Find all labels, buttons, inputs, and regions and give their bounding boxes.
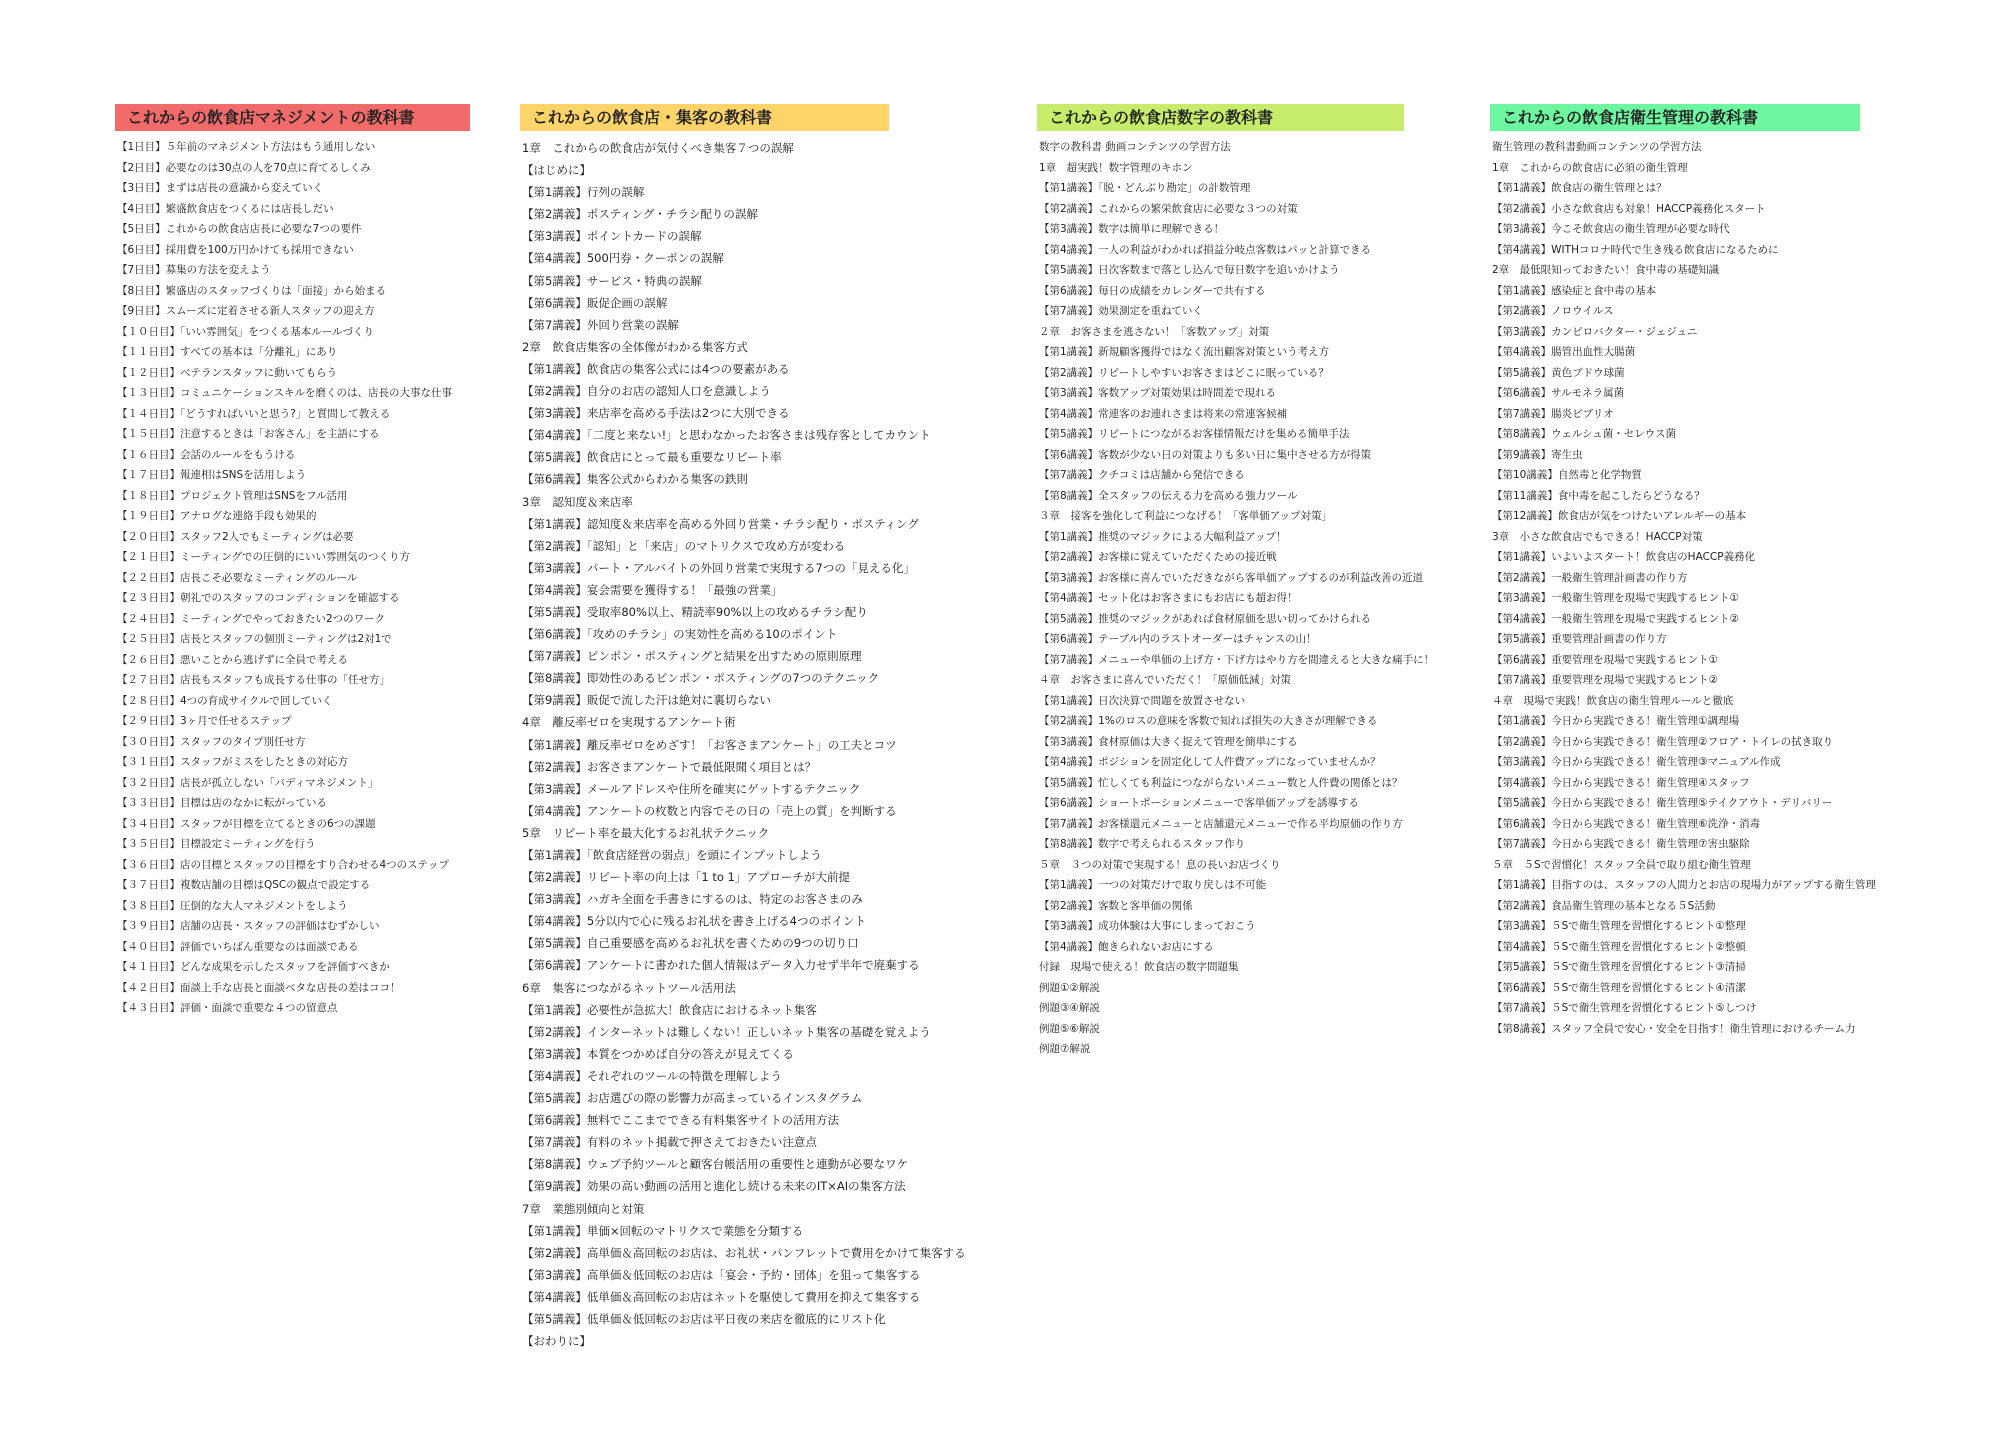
list-item: 【第5講義】忙しくても利益につながらないメニュー数と人件費の関係とは？ (1039, 776, 1403, 789)
list-item: 【４２日目】面談上手な店長と面談ベタな店長の差はココ！ (117, 981, 401, 994)
list-item: 【7日目】募集の方法を変えよう (117, 264, 271, 276)
list-item: 【第3講義】ポイントカードの誤解 (522, 229, 702, 244)
list-item: 【第1講義】認知度＆来店率を高める外回り営業・チラシ配り・ポスティング (522, 516, 919, 531)
list-item: 【第5講義】飲食店にとって最も重要なリピート率 (522, 450, 782, 465)
list-item: 【第7講義】重要管理を現場で実践するヒント② (1492, 674, 1719, 686)
list-item: 1章 超実践！数字管理のキホン (1039, 161, 1193, 174)
list-item: 【第8講義】即効性のあるピンポン・ポスティングの7つのテクニック (522, 671, 880, 686)
list-item: 1章 これからの飲食店が気付くべき集客７つの誤解 (522, 141, 794, 155)
item-list (1490, 137, 1910, 1039)
list-item: 【１３日目】コミュニケーションスキルを磨くのは、店長の大事な仕事 (117, 387, 452, 399)
list-item: 【３８日目】圧倒的な大人マネジメントをしよう (117, 899, 348, 912)
list-item: 【第2講義】今日から実践できる！衛生管理②フロア・トイレの拭き取り (1492, 735, 1834, 748)
list-item: 【３９日目】店舗の店長・スタッフの評価はむずかしい (117, 920, 380, 932)
list-item: 【３４日目】スタッフが目標を立てるときの6つの課題 (117, 817, 376, 830)
list-item: 【第7講義】ピンポン・ポスティングと結果を出すための原則原理 (522, 649, 862, 664)
list-item: 【第9講義】寄生虫 (1492, 448, 1583, 461)
list-item: 【第2講義】お客さまアンケートで最低限聞く項目とは？ (522, 759, 817, 774)
list-item: 【6日目】採用費を100万円かけても採用できない (117, 243, 354, 256)
list-item: 【第3講義】数字は簡単に理解できる！ (1039, 223, 1225, 235)
column-title: これからの飲食店数字の教科書 (1037, 104, 1404, 131)
list-item: 【３６日目】店の目標とスタッフの目標をすり合わせる4つのステップ (117, 858, 449, 871)
column-numbers (1037, 104, 1452, 1060)
list-item: 【第1講義】飲食店の衛生管理とは？ (1492, 182, 1667, 194)
list-item: 【第4講義】5分以内で心に残るお礼状を書き上げる4つのポイント (522, 914, 866, 929)
column-marketing (520, 104, 1000, 1352)
list-item: 【第3講義】パート・アルバイトの外回り営業で実現する7つの「見える化」 (522, 560, 915, 575)
list-item: 例題⑦解説 (1039, 1043, 1091, 1055)
list-item: 【２２日目】店長こそ必要なミーティングのルール (117, 571, 358, 584)
list-item: 【第1講義】「飲食店経営の弱点」を頭にインプットしよう (522, 848, 822, 862)
list-item: 【第5講義】サービス・特典の誤解 (522, 273, 702, 288)
list-item: 【第7講義】外回り営業の誤解 (522, 317, 679, 332)
list-item: 【第6講義】アンケートに書かれた個人情報はデータ入力せず半年で廃棄する (522, 958, 920, 973)
item-list (1037, 137, 1452, 1060)
list-item: 【第2講義】これからの繁栄飲食店に必要な３つの対策 (1039, 202, 1298, 215)
list-item: ４章 現場で実践！飲食店の衛生管理ルールと徹底 (1492, 694, 1734, 707)
list-item: ５章 ３つの対策で実現する！息の長いお店づくり (1039, 858, 1281, 871)
list-item: 【１５日目】注意するときは「お客さん」を主語にする (117, 428, 380, 440)
list-item: 【２４日目】ミーティングでやっておきたい2つのワーク (117, 612, 386, 625)
list-item: 【第6講義】重要管理を現場で実践するヒント① (1492, 653, 1719, 666)
list-item: 【第6講義】販促企画の誤解 (522, 295, 668, 310)
list-item: 【第2講義】1%のロスの意味を客数で知れば損失の大きさが理解できる (1039, 715, 1378, 727)
list-item: 【第8講義】全スタッフの伝える力を高める強力ツール (1039, 489, 1298, 502)
list-item: 【第7講義】メニューや単価の上げ方・下げ方はやり方を間違えると大きな痛手に！ (1039, 653, 1435, 666)
list-item: 【第7講義】腸炎ビブリオ (1492, 407, 1614, 420)
list-item: 【４０日目】評価でいちばん重要なのは面談である (117, 940, 359, 953)
list-item: 【第4講義】ポジションを固定化して人件費アップになっていませんか？ (1039, 756, 1381, 768)
list-item: 【第10講義】自然毒と化学物質 (1492, 469, 1642, 481)
list-item: 【第6講義】毎日の成績をカレンダーで共有する (1039, 284, 1266, 297)
list-item: 【１２日目】ベテランスタッフに動いてもらう (117, 366, 338, 379)
list-item: 5章 リピート率を最大化するお礼状テクニック (522, 825, 770, 840)
list-item: 【第2講義】「認知」と「来店」のマトリクスで攻め方が変わる (522, 538, 846, 553)
list-item: 【３３日目】目標は店のなかに転がっている (117, 797, 327, 809)
list-item: 【第4講義】WITHコロナ時代で生き残る飲食店になるために (1492, 243, 1779, 256)
list-item: 【１４日目】「どうすればいいと思う?」と質問して教える (117, 407, 391, 420)
list-item: 3章 認知度＆来店率 (522, 494, 633, 509)
list-item: 2章 飲食店集客の全体像がわかる集客方式 (522, 339, 748, 354)
list-item: 4章 離反率ゼロを実現するアンケート術 (522, 715, 736, 730)
list-item: 【第6講義】サルモネラ属菌 (1492, 387, 1625, 399)
list-item: 【3日目】まずは店長の意識から変えていく (117, 182, 324, 194)
list-item: 【第1講義】新規顧客獲得ではなく流出顧客対策という考え方 (1039, 346, 1330, 358)
column-hygiene (1490, 104, 1910, 1039)
list-item: 【第5講義】今日から実践できる！衛生管理⑤テイクアウト・デリバリー (1492, 797, 1833, 809)
list-item: 【２６日目】悪いことから逃げずに全員で考える (117, 653, 348, 666)
list-item: 【第1講義】行列の誤解 (522, 185, 645, 200)
item-list (520, 137, 1000, 1352)
item-list (115, 137, 470, 1019)
list-item: 3章 小さな飲食店でもできる！HACCP対策 (1492, 530, 1703, 543)
list-item: 【第6講義】集客公式からわかる集客の鉄則 (522, 472, 748, 487)
list-item: 【４１日目】どんな成果を示したスタッフを評価すべきか (117, 961, 390, 973)
list-item: ３章 接客を強化して利益につなげる！「客単価アップ対策」 (1039, 510, 1333, 522)
list-item: 【第4講義】５Sで衛生管理を習慣化するヒント②整頓 (1492, 940, 1746, 953)
list-item: 【第12講義】飲食店が気をつけたいアレルギーの基本 (1492, 510, 1747, 522)
list-item: 数字の教科書 動画コンテンツの学習方法 (1039, 141, 1231, 153)
list-item: 【第6講義】今日から実践できる！衛生管理⑥洗浄・消毒 (1492, 817, 1761, 830)
list-item: 【第5講義】重要管理計画書の作り方 (1492, 633, 1667, 645)
list-item: 【第5講義】日次客数まで落とし込んで毎日数字を追いかけよう (1039, 264, 1340, 276)
list-item: 【第3講義】本質をつかめば自分の答えが見えてくる (522, 1046, 794, 1061)
list-item: 【２０日目】スタッフ2人でもミーティングは必要 (117, 530, 354, 543)
list-item: 【第6講義】ショートポーションメニューで客単価アップを誘導する (1039, 797, 1359, 809)
list-item: 【第1講義】「脱・どんぶり勘定」の計数管理 (1039, 182, 1251, 194)
list-item: 衛生管理の教科書動画コンテンツの学習方法 (1492, 141, 1702, 153)
list-item: 【第2講義】ポスティング・チラシ配りの誤解 (522, 207, 758, 222)
list-item: 【１９日目】アナログな連絡手段も効果的 (117, 510, 317, 522)
list-item: 【第5講義】５Sで衛生管理を習慣化するヒント③清掃 (1492, 961, 1746, 973)
list-item: 【はじめに】 (522, 163, 591, 178)
list-item: 【第4講義】それぞれのツールの特徴を理解しよう (522, 1068, 782, 1083)
list-item: 【第8講義】ウェブ予約ツールと顧客台帳活用の重要性と連動が必要なワケ (522, 1157, 909, 1172)
list-item: 【第1講義】今日から実践できる！衛生管理①調理場 (1492, 715, 1740, 727)
list-item: 【第1講義】一つの対策だけで取り戻しは不可能 (1039, 879, 1267, 891)
list-item: 【9日目】スムーズに定着させる新人スタッフの迎え方 (117, 305, 375, 317)
list-item: 例題①②解説 (1039, 981, 1100, 994)
list-item: 【第4講義】500円券・クーポンの誤解 (522, 251, 724, 266)
list-item: 【第7講義】５Sで衛生管理を習慣化するヒント⑤しつけ (1492, 1002, 1757, 1014)
list-item: 【第7講義】効果測定を重ねていく (1039, 305, 1203, 317)
list-item: 【２９日目】3ヶ月で任せるステップ (117, 715, 292, 727)
list-item: 【第5講義】リピートにつながるお客様情報だけを集める簡単手法 (1039, 428, 1350, 440)
list-item: 【第2講義】一般衛生管理計画書の作り方 (1492, 571, 1688, 584)
list-item: 【第6講義】客数が少ない日の対策よりも多い日に集中させる方が得策 (1039, 448, 1372, 461)
list-item: 【第5講義】受取率80%以上、精読率90%以上の攻めるチラシ配り (522, 604, 868, 619)
list-item: 【３２日目】店長が孤立しない「バディマネジメント」 (117, 776, 379, 789)
list-item: 【第3講義】来店率を高める手法は2つに大別できる (522, 406, 790, 421)
column-title: これからの飲食店衛生管理の教科書 (1490, 104, 1860, 131)
list-item: 【第1講義】単価×回転のマトリクスで業態を分類する (522, 1223, 804, 1238)
list-item: 【第8講義】スタッフ全員で安心・安全を目指す！衛生管理におけるチーム力 (1492, 1022, 1856, 1035)
list-item: 【２５日目】店長とスタッフの個別ミーティングは2対1で (117, 633, 392, 645)
list-item: 【３７日目】複数店舗の目標はQSCの観点で設定する (117, 879, 371, 891)
list-item: 【第3講義】食材原価は大きく捉えて管理を簡単にする (1039, 735, 1298, 748)
list-item: 【第7講義】クチコミは店舗から発信できる (1039, 469, 1245, 481)
list-item: 【5日目】これからの飲食店店長に必要な7つの要件 (117, 223, 362, 235)
list-item: 【第6講義】テーブル内のラストオーダーはチャンスの山！ (1039, 633, 1317, 645)
list-item: 【第4講義】今日から実践できる！衛生管理④スタッフ (1492, 776, 1750, 789)
list-item: 【第4講義】飽きられないお店にする (1039, 940, 1214, 953)
list-item: 2章 最低限知っておきたい！食中毒の基礎知識 (1492, 264, 1720, 276)
list-item: 【第4講義】セット化はお客さまにもお店にも超お得！ (1039, 592, 1298, 604)
list-item: 【第4講義】「二度と来ない!」と思わなかったお客さまは残存客としてカウント (522, 428, 931, 443)
list-item: 【３０日目】スタッフのタイプ別任せ方 (117, 735, 306, 748)
list-item: 【第3講義】高単価＆低回転のお店は「宴会・予約・団体」を狙って集客する (522, 1267, 921, 1282)
list-item: 【第3講義】ハガキ全面を手書きにするのは、特定のお客さまのみ (522, 892, 863, 907)
list-item: 【第3講義】今こそ飲食店の衛生管理が必要な時代 (1492, 223, 1730, 235)
list-item: 【２７日目】店長もスタッフも成長する仕事の「任せ方」 (117, 674, 390, 686)
list-item: 【第2講義】食品衛生管理の基本となる５S活動 (1492, 899, 1716, 912)
list-item: 付録 現場で使える！飲食店の数字問題集 (1039, 961, 1239, 973)
list-item: ５章 ５Sで習慣化！スタッフ全員で取り組む衛生管理 (1492, 858, 1751, 871)
list-item: 【2日目】必要なのは30点の人を70点に育てるしくみ (117, 161, 371, 174)
list-item: 【第5講義】黄色ブドウ球菌 (1492, 366, 1625, 379)
list-item: 【第11講義】食中毒を起こしたらどうなる？ (1492, 489, 1705, 502)
list-item: 【第2講義】客数と客単価の関係 (1039, 899, 1193, 912)
list-item: 【第5講義】低単価＆低回転のお店は平日夜の来店を徹底的にリスト化 (522, 1311, 886, 1326)
list-item: 【第3講義】今日から実践できる！衛生管理③マニュアル作成 (1492, 756, 1781, 768)
list-item: 【４３日目】評価・面談で重要な４つの留意点 (117, 1002, 338, 1014)
list-item: 【4日目】繁盛飲食店をつくるには店長しだい (117, 202, 334, 215)
list-item: 【第4講義】一人の利益がわかれば損益分岐点客数はパッと計算できる (1039, 243, 1372, 256)
list-item: 【第1講義】日次決算で問題を放置させない (1039, 694, 1246, 707)
list-item: 【１１日目】すべての基本は「分離礼」にあり (117, 346, 338, 358)
list-item: ４章 お客さまに喜んでいただく！「原価低減」対策 (1039, 674, 1291, 686)
list-item: 【第3講義】５Sで衛生管理を習慣化するヒント①整理 (1492, 920, 1746, 932)
list-item: 【第2講義】小さな飲食店も対象！HACCP義務化スタート (1492, 202, 1766, 215)
list-item: 【8日目】繁盛店のスタッフづくりは「面接」から始まる (117, 284, 387, 297)
list-item: 【第2講義】高単価＆高回転のお店は、お礼状・パンフレットで費用をかけて集客する (522, 1245, 966, 1260)
list-item: 【第2講義】お客様に覚えていただくための接近戦 (1039, 551, 1277, 563)
list-item: 【第7講義】お客様還元メニューと店舗還元メニューで作る平均原価の作り方 (1039, 817, 1403, 830)
list-item: 【第1講義】飲食店の集客公式には4つの要素がある (522, 361, 790, 376)
list-item: 【３１日目】スタッフがミスをしたときの対応方 (117, 756, 348, 768)
list-item: 【２１日目】ミーティングでの圧倒的にいい雰囲気のつくり方 (117, 551, 410, 563)
list-item: 【第8講義】数字で考えられるスタッフ作り (1039, 838, 1246, 850)
list-item: 【第1講義】推奨のマジックによる大幅利益アップ！ (1039, 530, 1287, 543)
list-item: 【第5講義】自己重要感を高めるお礼状を書くための9つの切り口 (522, 936, 859, 951)
list-item: 【第7講義】有料のネット掲載で押さえておきたい注意点 (522, 1135, 817, 1150)
list-item: 【２３日目】朝礼でのスタッフのコンディションを確認する (117, 592, 400, 604)
list-item: 【第4講義】宴会需要を獲得する！「最強の営業」 (522, 582, 783, 597)
list-item: 【第9講義】効果の高い動画の活用と進化し続ける未来のIT×AIの集客方法 (522, 1179, 906, 1194)
list-item: 【第3講義】お客様に喜んでいただきながら客単価アップするのが利益改善の近道 (1039, 571, 1423, 584)
list-item: 【第1講義】目指すのは、スタッフの人間力とお店の現場力がアップする衛生管理 (1492, 879, 1876, 891)
list-item: 【第1講義】必要性が急拡大！飲食店におけるネット集客 (522, 1002, 817, 1017)
list-item: ２章 お客さまを逃さない！「客数アップ」対策 (1039, 325, 1270, 338)
list-item: 【１８日目】プロジェクト管理はSNSをフル活用 (117, 489, 348, 502)
list-item: 【おわりに】 (522, 1334, 591, 1349)
list-item: 6章 集客につながるネットツール活用法 (522, 980, 736, 995)
list-item: 【第2講義】インターネットは難しくない！正しいネット集客の基礎を覚えよう (522, 1024, 931, 1039)
list-item: 【１７日目】報連相はSNSを活用しよう (117, 469, 307, 481)
list-item: 【1日目】５年前のマネジメント方法はもう通用しない (117, 141, 376, 153)
column-management (115, 104, 470, 1019)
list-item: 1章 これからの飲食店に必須の衛生管理 (1492, 161, 1688, 174)
list-item: 【第1講義】感染症と食中毒の基本 (1492, 284, 1657, 297)
list-item: 【第3講義】一般衛生管理を現場で実践するヒント① (1492, 592, 1740, 604)
list-item: 【第4講義】一般衛生管理を現場で実践するヒント② (1492, 612, 1740, 625)
list-item: 【第2講義】リピートしやすいお客さまはどこに眠っている？ (1039, 366, 1329, 379)
list-item: 【第3講義】メールアドレスや住所を確実にゲットするテクニック (522, 781, 861, 796)
list-item: 【第9講義】販促で流した汗は絶対に裏切らない (522, 693, 771, 708)
list-item: 【第6講義】「攻めのチラシ」の実効性を高める10のポイント (522, 627, 838, 642)
list-item: 【第3講義】カンピロバクター・ジェジュニ (1492, 325, 1698, 338)
list-item: 【第5講義】お店選びの際の影響力が高まっているインスタグラム (522, 1091, 863, 1106)
list-item: 【１６日目】会話のルールをもうける (117, 448, 296, 461)
list-item: 【１０日目】「いい雰囲気」をつくる基本ルールづくり (117, 325, 375, 338)
list-item: 【第5講義】推奨のマジックがあれば食材原価を思い切ってかけられる (1039, 612, 1372, 625)
column-title: これからの飲食店マネジメントの教科書 (115, 104, 470, 131)
list-item: 【３５日目】目標設定ミーティングを行う (117, 838, 316, 850)
list-item: 7章 業態別傾向と対策 (522, 1201, 645, 1216)
list-item: 【第7講義】今日から実践できる！衛生管理⑦害虫駆除 (1492, 838, 1750, 850)
list-item: 【第4講義】低単価＆高回転のお店はネットを駆使して費用を抑えて集客する (522, 1289, 921, 1304)
column-title: これからの飲食店・集客の教科書 (520, 104, 889, 131)
list-item: 【第3講義】成功体験は大事にしまっておこう (1039, 920, 1256, 932)
list-item: 【第4講義】アンケートの枚数と内容でその日の「売上の質」を判断する (522, 803, 897, 818)
list-item: 【第6講義】５Sで衛生管理を習慣化するヒント④清潔 (1492, 981, 1746, 994)
list-item: 【第3講義】客数アップ対策効果は時間差で現れる (1039, 387, 1276, 399)
list-item: 【第2講義】ノロウイルス (1492, 305, 1614, 317)
list-item: 【第4講義】常連客のお連れさまは将来の常連客候補 (1039, 407, 1288, 420)
list-item: 【２８日目】4つの育成サイクルで回していく (117, 694, 333, 707)
list-item: 【第2講義】リピート率の向上は「1 to 1」アプローチが大前提 (522, 870, 850, 885)
list-item: 【第1講義】いよいよスタート！飲食店のHACCP義務化 (1492, 551, 1756, 563)
list-item: 【第8講義】ウェルシュ菌・セレウス菌 (1492, 428, 1676, 440)
list-item: 例題⑤⑥解説 (1039, 1022, 1100, 1035)
list-item: 【第2講義】自分のお店の認知人口を意識しよう (522, 384, 771, 399)
list-item: 【第4講義】腸管出血性大腸菌 (1492, 346, 1636, 358)
list-item: 例題③④解説 (1039, 1002, 1100, 1014)
list-item: 【第1講義】離反率ゼロをめざす！「お客さまアンケート」の工夫とコツ (522, 737, 897, 752)
list-item: 【第6講義】無料でここまでできる有料集客サイトの活用方法 (522, 1113, 840, 1128)
